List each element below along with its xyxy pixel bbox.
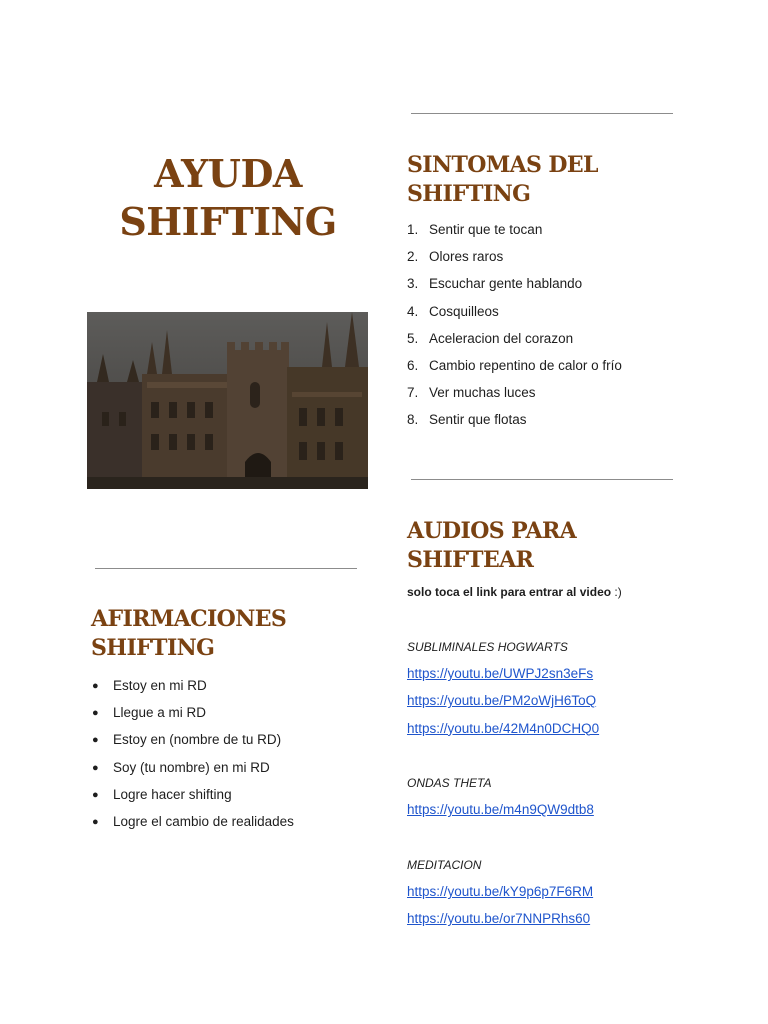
list-item-text: Sentir que te tocan: [429, 222, 543, 237]
audio-group-label: MEDITACION: [407, 858, 482, 872]
audios-heading-line1: AUDIOS PARA: [407, 518, 577, 544]
audios-note-bold: solo toca el link para entrar al video: [407, 585, 612, 599]
youtube-link[interactable]: https://youtu.be/42M4n0DCHQ0: [407, 720, 600, 736]
youtube-link[interactable]: https://youtu.be/or7NNPRhs60: [407, 911, 591, 927]
audio-group-label: SUBLIMINALES HOGWARTS: [407, 640, 568, 654]
audio-group-label: ONDAS THETA: [407, 776, 492, 790]
sintomas-heading: [407, 151, 598, 209]
afirmaciones-heading: [91, 605, 286, 663]
divider-middle-right: [411, 479, 673, 480]
list-item-text: Sentir que flotas: [429, 412, 527, 428]
list-item-number: 2.: [407, 249, 419, 265]
list-item-text: Olores raros: [429, 249, 504, 265]
list-item-number: 5.: [407, 330, 419, 346]
list-item-text: Ver muchas luces: [429, 385, 536, 401]
list-item-number: 4.: [407, 303, 419, 319]
bullet-icon: ●: [92, 761, 99, 774]
list-item-number: 7.: [407, 385, 419, 401]
list-item-number: 1.: [407, 222, 419, 237]
list-item-number: 8.: [407, 412, 419, 428]
sintomas-heading-line1: SINTOMAS DEL: [407, 152, 598, 178]
audios-heading: [407, 517, 576, 575]
list-item-text: Aceleracion del corazon: [429, 330, 574, 346]
list-item-text: Cosquilleos: [429, 303, 499, 319]
list-item-text: Cambio repentino de calor o frío: [429, 357, 622, 373]
page-title-line1: AYUDA: [154, 151, 302, 196]
list-item-text: Estoy en mi RD: [113, 678, 207, 693]
divider-top-right: [411, 113, 673, 114]
divider-left: [95, 568, 357, 569]
audios-note: [407, 583, 622, 601]
afirmaciones-heading-line2: SHIFTING: [91, 635, 215, 661]
list-item-text: Llegue a mi RD: [113, 705, 207, 721]
page-title: [88, 150, 368, 246]
list-item-number: 3.: [407, 276, 419, 292]
audios-heading-line2: SHIFTEAR: [407, 547, 534, 573]
sintomas-heading-line2: SHIFTING: [407, 181, 531, 207]
bullet-icon: ●: [92, 734, 99, 747]
afirmaciones-heading-line1: AFIRMACIONES: [91, 606, 287, 632]
audios-note-smiley: :): [611, 585, 622, 599]
youtube-link[interactable]: https://youtu.be/kY9p6p7F6RM: [407, 884, 594, 900]
page-title-line2: SHIFTING: [119, 199, 337, 244]
list-item-text: Logre el cambio de realidades: [113, 813, 294, 829]
castle-photo: [87, 312, 368, 489]
bullet-icon: ●: [92, 707, 99, 720]
list-item-text: Estoy en (nombre de tu RD): [113, 732, 282, 748]
list-item-text: Logre hacer shifting: [113, 786, 232, 802]
youtube-link[interactable]: https://youtu.be/PM2oWjH6ToQ: [407, 693, 597, 709]
bullet-icon: ●: [92, 680, 99, 692]
list-item-number: 6.: [407, 357, 419, 373]
youtube-link[interactable]: https://youtu.be/m4n9QW9dtb8: [407, 802, 594, 818]
list-item-text: Soy (tu nombre) en mi RD: [113, 759, 270, 775]
list-item-text: Escuchar gente hablando: [429, 276, 583, 292]
bullet-icon: ●: [92, 815, 99, 828]
youtube-link[interactable]: https://youtu.be/UWPJ2sn3eFs: [407, 666, 594, 682]
bullet-icon: ●: [92, 788, 99, 801]
